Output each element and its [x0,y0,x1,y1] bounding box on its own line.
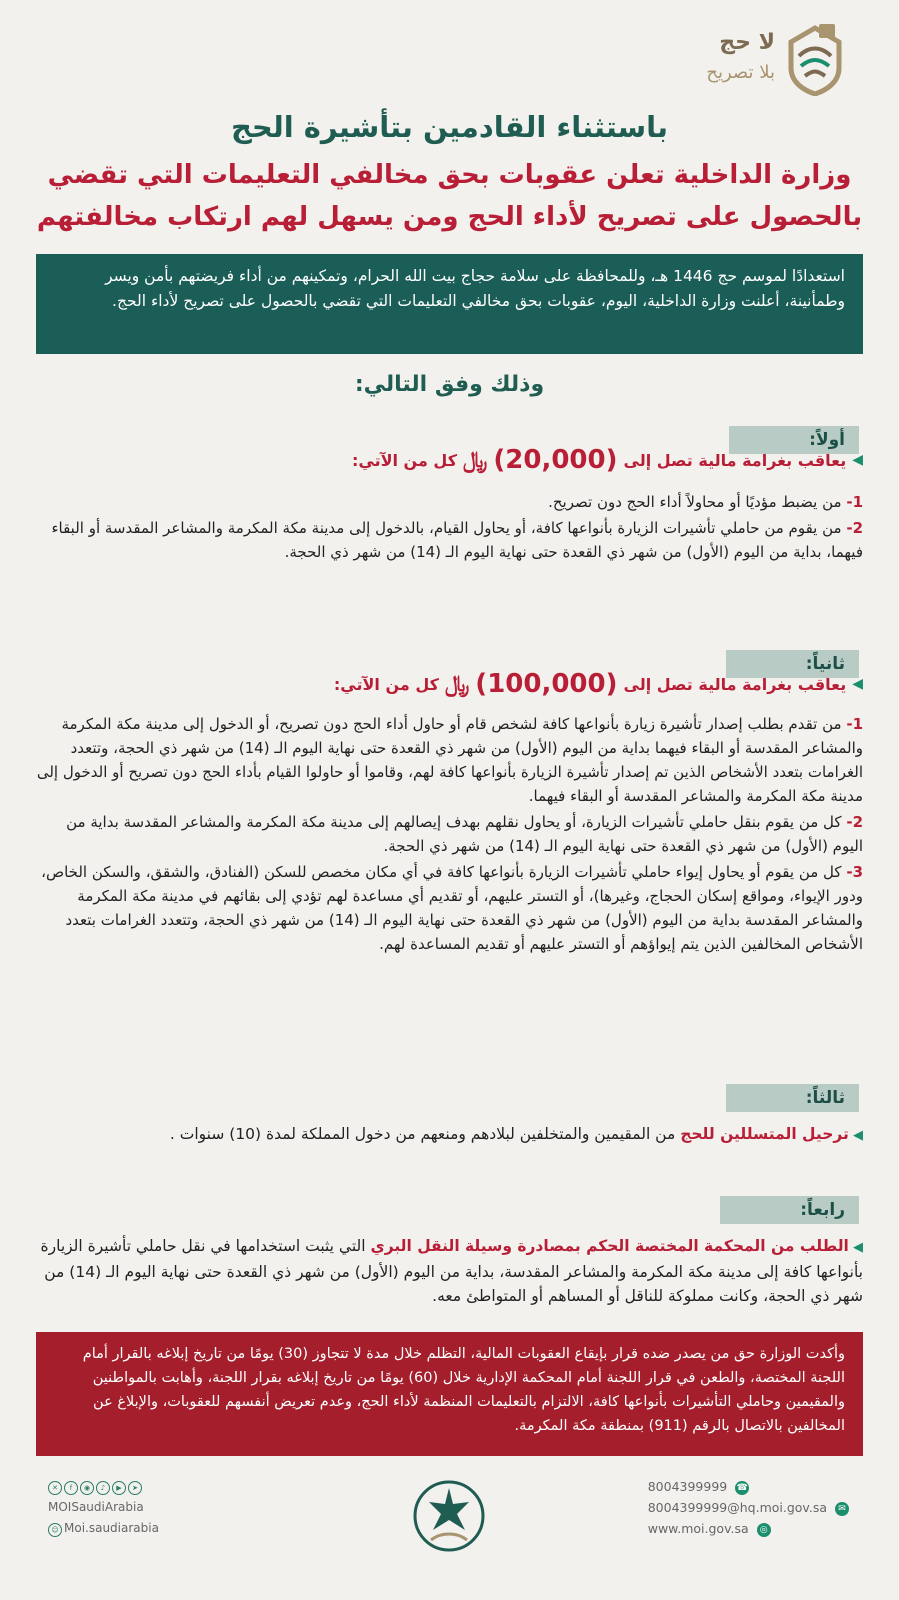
x-icon[interactable]: ✕ [48,1481,62,1495]
phone-icon: ☎ [736,1482,748,1493]
appeal-note-box: وأكدت الوزارة حق من يصدر ضده قرار بإيقاع العقوبات المالية، التظلم خلال مدة لا تتجاوز (30) يومًا من تاريخ إبلاغه بالقرار أمام اللجنة المختصة، والطعن في قرار اللجنة أمام المحكمة الإدارية خلال (60) يومًا من تاريخ إبلاغه بقرار اللجنة، وأهابت بالمواطنين والمقيمين وحاملي التأشيرات بأنواعها كافة، الالتزام بالتعليمات المنظمة لأداء الحج، وعدم تعريض أنفسهم للعقوبات، والإبلاغ عن المخالفين بالاتصال بالرقم (911) بمنطقة مكة المكرمة. [36,1332,863,1456]
item-text: كل من يقوم بنقل حاملي تأشيرات الزيارة، أو يحاول نقلهم بهدف إيصالهم إلى مدينة مكة المكرمة والمشاعر المقدسة بداية من اليوم (الأول) من شهر ذي القعدة حتى نهاية اليوم الـ (14) من شهر ذي الحجة. [66,813,863,855]
item-text: كل من يقوم أو يحاول إيواء حاملي تأشيرات الزيارة بأنواعها كافة في أي مكان مخصص للسكن (الفنادق، والشقق، والسكن الخاص، ودور الإيواء، ومواقع إسكان الحجاج، وغيرها)، أو التستر عليهم، أو تقديم أي مساعدة لهم تؤدي إلى بقائهم في مدينة مكة المكرمة والمشاعر المقدسة بداية من اليوم (الأول) من شهر ذي القعدة حتى نهاية اليوم الـ (14) من شهر ذي الحجة، وتتعدد الغرامات بتعدد الأشخاص المخالفين الذين يتم إيواؤهم أو التستر عليهم أو تقديم المساعدة لهم. [41,863,863,953]
lead-text: يعاقب بغرامة مالية تصل إلى [623,450,847,470]
item-number: 1- [846,493,863,511]
triangle-bullet-icon: ◀ [848,1128,863,1143]
item-number: 1- [846,715,863,733]
website-link[interactable]: www.moi.gov.sa [647,1521,749,1536]
snapchat-icon[interactable]: ☺ [48,1523,62,1537]
page-title: وزارة الداخلية تعلن عقوبات بحق مخالفي التعليمات التي تقضي بالحصول على تصريح لأداء الحج ومن يسهل لهم ارتكاب مخالفتهم [36,160,863,232]
confiscation-text: التي يثبت استخدامها في نقل حاملي تأشيرة الزيارة بأنواعها كافة إلى مدينة مكة المكرمة والمشاعر المقدسة، بداية من اليوم (الأول) من شهر ذي القعدة حتى نهاية اليوم الـ (14) من شهر ذي الحجة، وكانت مملوكة للناقل أو المساهم أو المتواطئ معه. [40,1237,863,1305]
social-links [48,1476,159,1539]
contact-info [648,1476,849,1539]
social-icons-row [48,1476,159,1497]
facebook-icon[interactable]: f [64,1481,78,1495]
youtube-icon[interactable]: ▶ [112,1481,126,1495]
lead-text-suffix: كل من الآتي: [351,450,458,470]
fine-amount: (100,000) [475,669,618,699]
globe-icon: ◎ [757,1523,771,1537]
saudi-emblem-icon [413,1474,485,1558]
telegram-icon[interactable]: ➤ [128,1481,142,1495]
item-number: 3- [846,863,863,881]
section-first-label: أولاً: [729,426,859,454]
no-hajj-without-permit-logo [647,22,847,102]
snapchat-handle[interactable]: Moi.saudiarabia [64,1521,159,1535]
fine-amount: (20,000) [493,445,618,475]
triangle-bullet-icon: ◀ [848,1240,863,1255]
section-first-lead [40,440,863,480]
item-number: 2- [846,813,863,831]
section-third-label: ثالثاً: [726,1084,859,1112]
list-item [36,490,863,514]
section-fourth-text [36,1234,863,1308]
item-number: 2- [846,519,863,537]
section-fourth-label: رابعاً: [720,1196,859,1224]
hajj-permit-emblem-icon [783,22,847,96]
deportation-lead: ترحيل المتسللين للحج [680,1125,849,1143]
email-address[interactable]: 8004399999@hq.moi.gov.sa [647,1500,828,1515]
section-second-lead [40,664,863,704]
deportation-text: من المقيمين والمتخلفين لبلادهم ومنعهم من دخول المملكة لمدة (10) سنوات . [169,1125,681,1143]
list-item [36,860,863,956]
email-icon: ✉ [835,1502,849,1516]
triangle-bullet-icon: ◀ [852,676,863,692]
intro-box: استعدادًا لموسم حج 1446 هـ، وللمحافظة على سلامة حجاج بيت الله الحرام، وتمكينهم من أداء فريضتهم بأمن ويسر وطمأنينة، أعلنت وزارة الداخلية، اليوم، عقوبات بحق مخالفي التعليمات التي تقضي بالحصول على تصريح لأداء الحج. [36,254,863,354]
social-handle[interactable]: MOISaudiArabia [48,1500,144,1514]
section-second-items [36,712,863,958]
section-first-items [36,490,863,566]
section-third-text [36,1122,863,1148]
logo-text-no-hajj: لا حج [719,30,775,55]
phone-number[interactable]: 8004399999 [647,1479,728,1494]
footer [0,1462,899,1600]
item-text: من يقوم من حاملي تأشيرات الزيارة بأنواعها كافة، أو يحاول القيام، بالدخول إلى مدينة مكة المكرمة والمشاعر المقدسة أو البقاء فيهما، بداية من اليوم (الأول) من شهر ذي القعدة حتى نهاية اليوم الـ (14) من شهر ذي الحجة. [51,519,863,561]
instagram-icon[interactable]: ◉ [80,1481,94,1495]
subheading: وذلك وفق التالي: [354,372,545,397]
list-item [36,810,863,858]
riyal-symbol-icon: ﷼ [463,447,488,473]
tiktok-icon[interactable]: ♪ [96,1481,110,1495]
lead-text-suffix: كل من الآتي: [333,674,439,694]
heading: باستثناء القادمين بتأشيرة الحج [231,110,668,144]
list-item [36,712,863,808]
list-item [36,516,863,564]
triangle-bullet-icon: ◀ [852,452,863,468]
confiscation-lead: الطلب من المحكمة المختصة الحكم بمصادرة وسيلة النقل البري [370,1237,849,1255]
logo-text-without-permit: بلا تصريح [706,62,775,83]
riyal-symbol-icon: ﷼ [444,671,470,697]
lead-text: يعاقب بغرامة مالية تصل إلى [623,674,847,694]
item-text: من تقدم بطلب إصدار تأشيرة زيارة بأنواعها كافة لشخص قام أو حاول أداء الحج دون تصريح، أو الدخول إلى مدينة مكة المكرمة والمشاعر المقدسة أو البقاء فيهما بداية من اليوم (الأول) من شهر ذي القعدة حتى نهاية اليوم الـ (14) من شهر ذي الحجة، وتتعدد الغرامات بتعدد الأشخاص الذين تم إصدار تأشيرة الزيارة بأنواعها كافة لهم، وقاموا أو حاولوا القيام بأداء الحج دون تصريح أو الدخول إلى مدينة مكة المكرمة والمشاعر المقدسة أو البقاء فيهما. [36,715,863,805]
item-text: من يضبط مؤديًا أو محاولاً أداء الحج دون تصريح. [548,493,847,511]
section-second-label: ثانياً: [726,650,859,678]
